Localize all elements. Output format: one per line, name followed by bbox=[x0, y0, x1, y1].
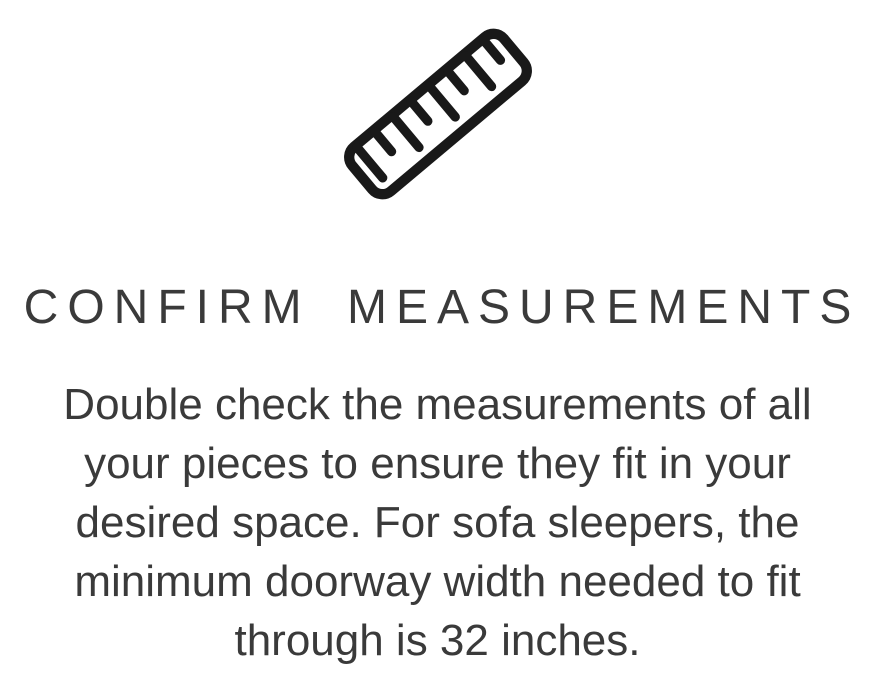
section-title: CONFIRM MEASUREMENTS bbox=[23, 281, 861, 334]
ruler-icon bbox=[0, 12, 875, 216]
ruler-icon-graphic bbox=[335, 11, 541, 217]
description-line: Double check the measurements of all bbox=[63, 380, 812, 429]
description-line: your pieces to ensure they fit in your bbox=[84, 439, 791, 488]
section-description bbox=[0, 375, 875, 670]
description-line: desired space. For sofa sleepers, the bbox=[75, 498, 800, 547]
description-line: through is 32 inches. bbox=[234, 616, 641, 665]
description-line: minimum doorway width needed to fit bbox=[74, 557, 801, 606]
